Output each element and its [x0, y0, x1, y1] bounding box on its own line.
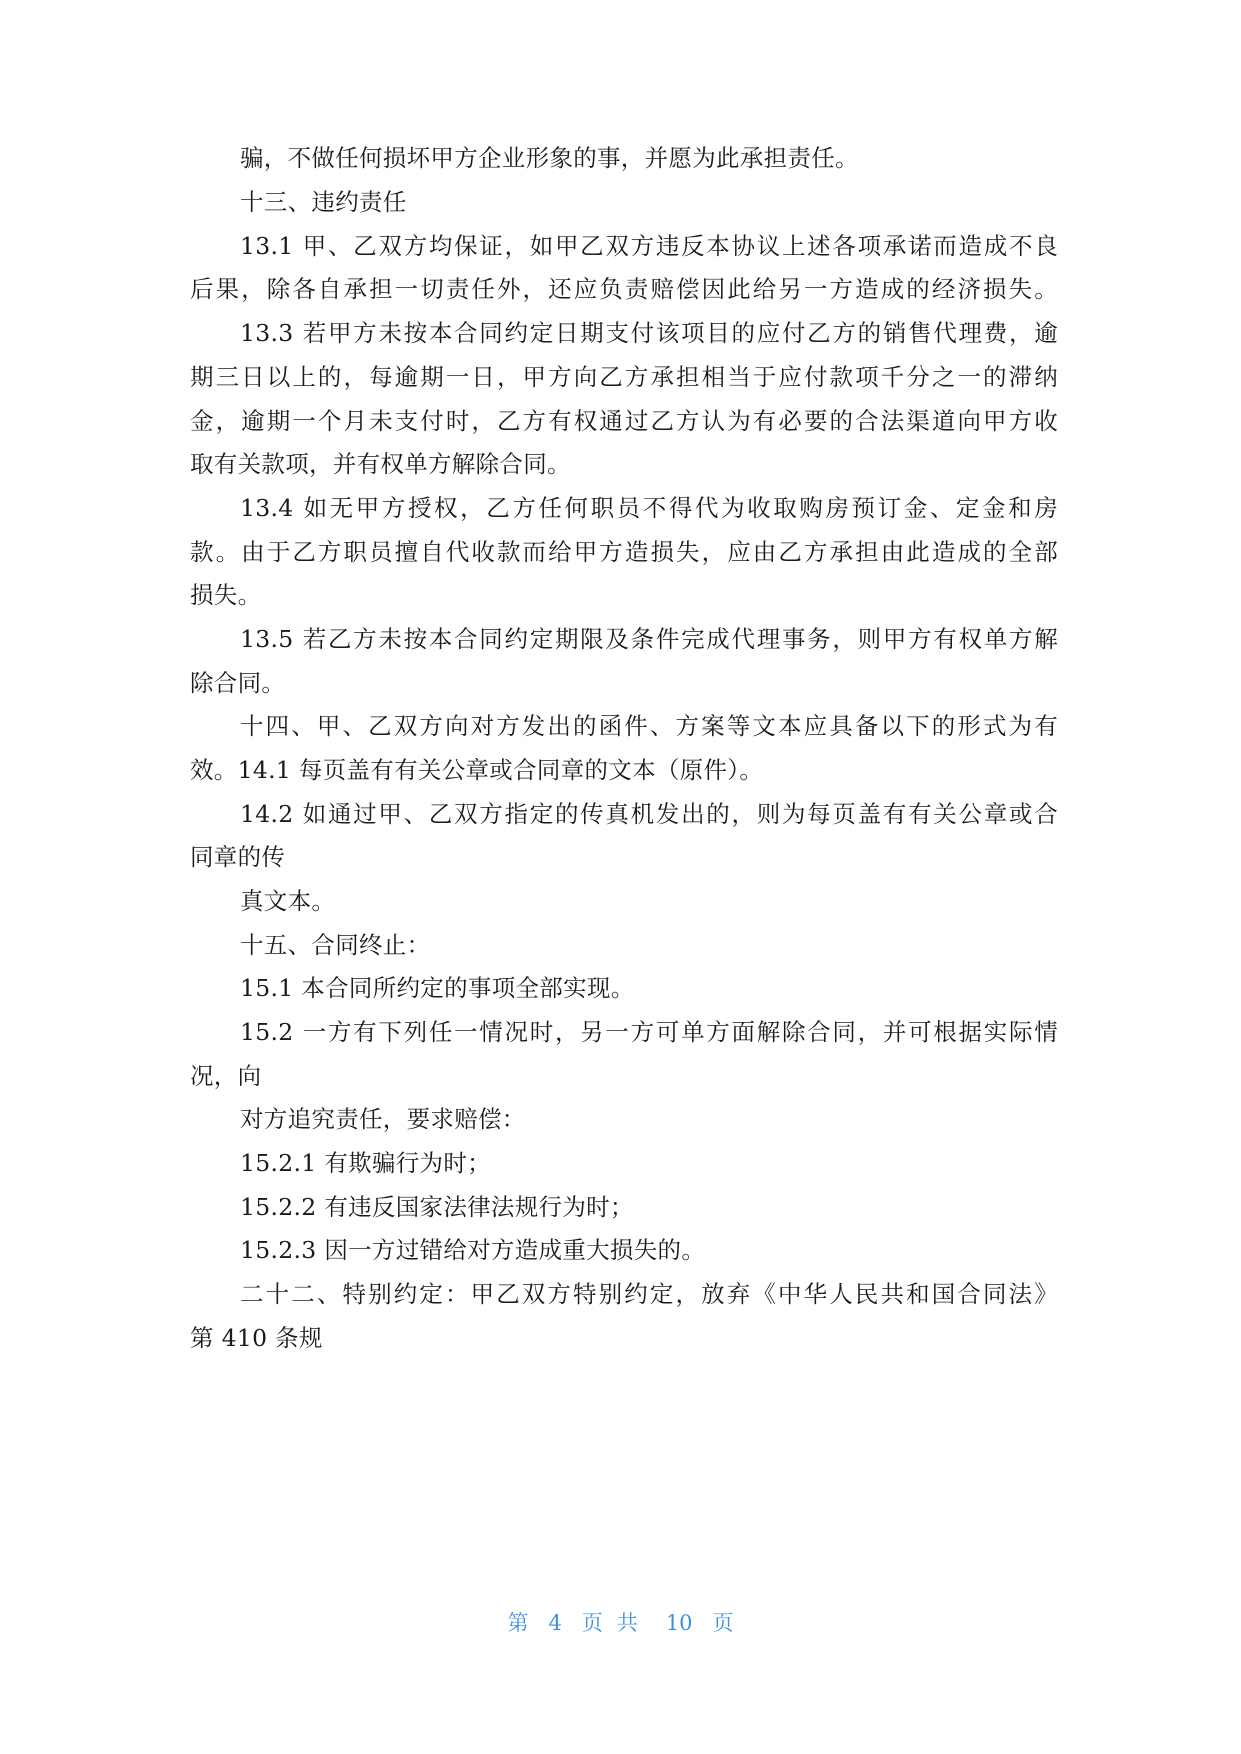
paragraph-line: 款。由于乙方职员擅自代收款而给甲方造损失，应由乙方承担由此造成的全部 — [190, 538, 1058, 566]
section-heading: 十五、合同终止： — [240, 931, 431, 959]
footer-page-total: 10 — [665, 1611, 693, 1635]
paragraph-line: 13.4 如无甲方授权，乙方任何职员不得代为收取购房预订金、定金和房 — [240, 494, 1058, 522]
paragraph-line: 效。14.1 每页盖有有关公章或合同章的文本（原件）。 — [190, 756, 764, 784]
paragraph-line: 取有关款项，并有权单方解除合同。 — [190, 450, 571, 478]
list-item: 15.2.3 因一方过错给对方造成重大损失的。 — [240, 1236, 706, 1264]
paragraph-line: 同章的传 — [190, 843, 286, 871]
paragraph-line: 对方追究责任，要求赔偿： — [240, 1105, 526, 1133]
footer-prefix: 第 — [507, 1611, 529, 1635]
footer-page-current: 4 — [548, 1611, 562, 1635]
list-item: 15.2.1 有欺骗行为时； — [240, 1149, 491, 1177]
section-heading: 十三、违约责任 — [240, 188, 407, 216]
paragraph-line: 13.1 甲、乙双方均保证，如甲乙双方违反本协议上述各项承诺而造成不良 — [240, 232, 1058, 260]
paragraph-line: 损失。 — [190, 581, 262, 609]
paragraph-line: 金，逾期一个月未支付时，乙方有权通过乙方认为有必要的合法渠道向甲方收 — [190, 407, 1058, 435]
paragraph-line: 期三日以上的，每逾期一日，甲方向乙方承担相当于应付款项千分之一的滞纳 — [190, 363, 1058, 391]
paragraph-line: 13.5 若乙方未按本合同约定期限及条件完成代理事务，则甲方有权单方解 — [240, 625, 1058, 653]
paragraph-line: 除合同。 — [190, 669, 286, 697]
paragraph-line: 13.3 若甲方未按本合同约定日期支付该项目的应付乙方的销售代理费，逾 — [240, 319, 1058, 347]
paragraph-line: 二十二、特别约定：甲乙双方特别约定，放弃《中华人民共和国合同法》 — [240, 1280, 1058, 1308]
paragraph-line: 15.1 本合同所约定的事项全部实现。 — [240, 974, 635, 1002]
footer-middle: 页共 — [581, 1611, 652, 1635]
footer-suffix: 页 — [712, 1611, 734, 1635]
page-number-footer — [0, 1609, 1241, 1637]
paragraph-line: 第 410 条规 — [190, 1324, 323, 1352]
list-item: 15.2.2 有违反国家法律法规行为时； — [240, 1193, 634, 1221]
paragraph-line: 十四、甲、乙双方向对方发出的函件、方案等文本应具备以下的形式为有 — [240, 712, 1058, 740]
paragraph-line: 14.2 如通过甲、乙双方指定的传真机发出的，则为每页盖有有关公章或合 — [240, 800, 1058, 828]
paragraph-line: 15.2 一方有下列任一情况时，另一方可单方面解除合同，并可根据实际情 — [240, 1018, 1058, 1046]
paragraph-line: 后果，除各自承担一切责任外，还应负责赔偿因此给另一方造成的经济损失。 — [190, 275, 1058, 303]
paragraph-line: 骗，不做任何损坏甲方企业形象的事，并愿为此承担责任。 — [240, 144, 859, 172]
paragraph-line: 真文本。 — [240, 887, 336, 915]
paragraph-line: 况，向 — [190, 1062, 262, 1090]
